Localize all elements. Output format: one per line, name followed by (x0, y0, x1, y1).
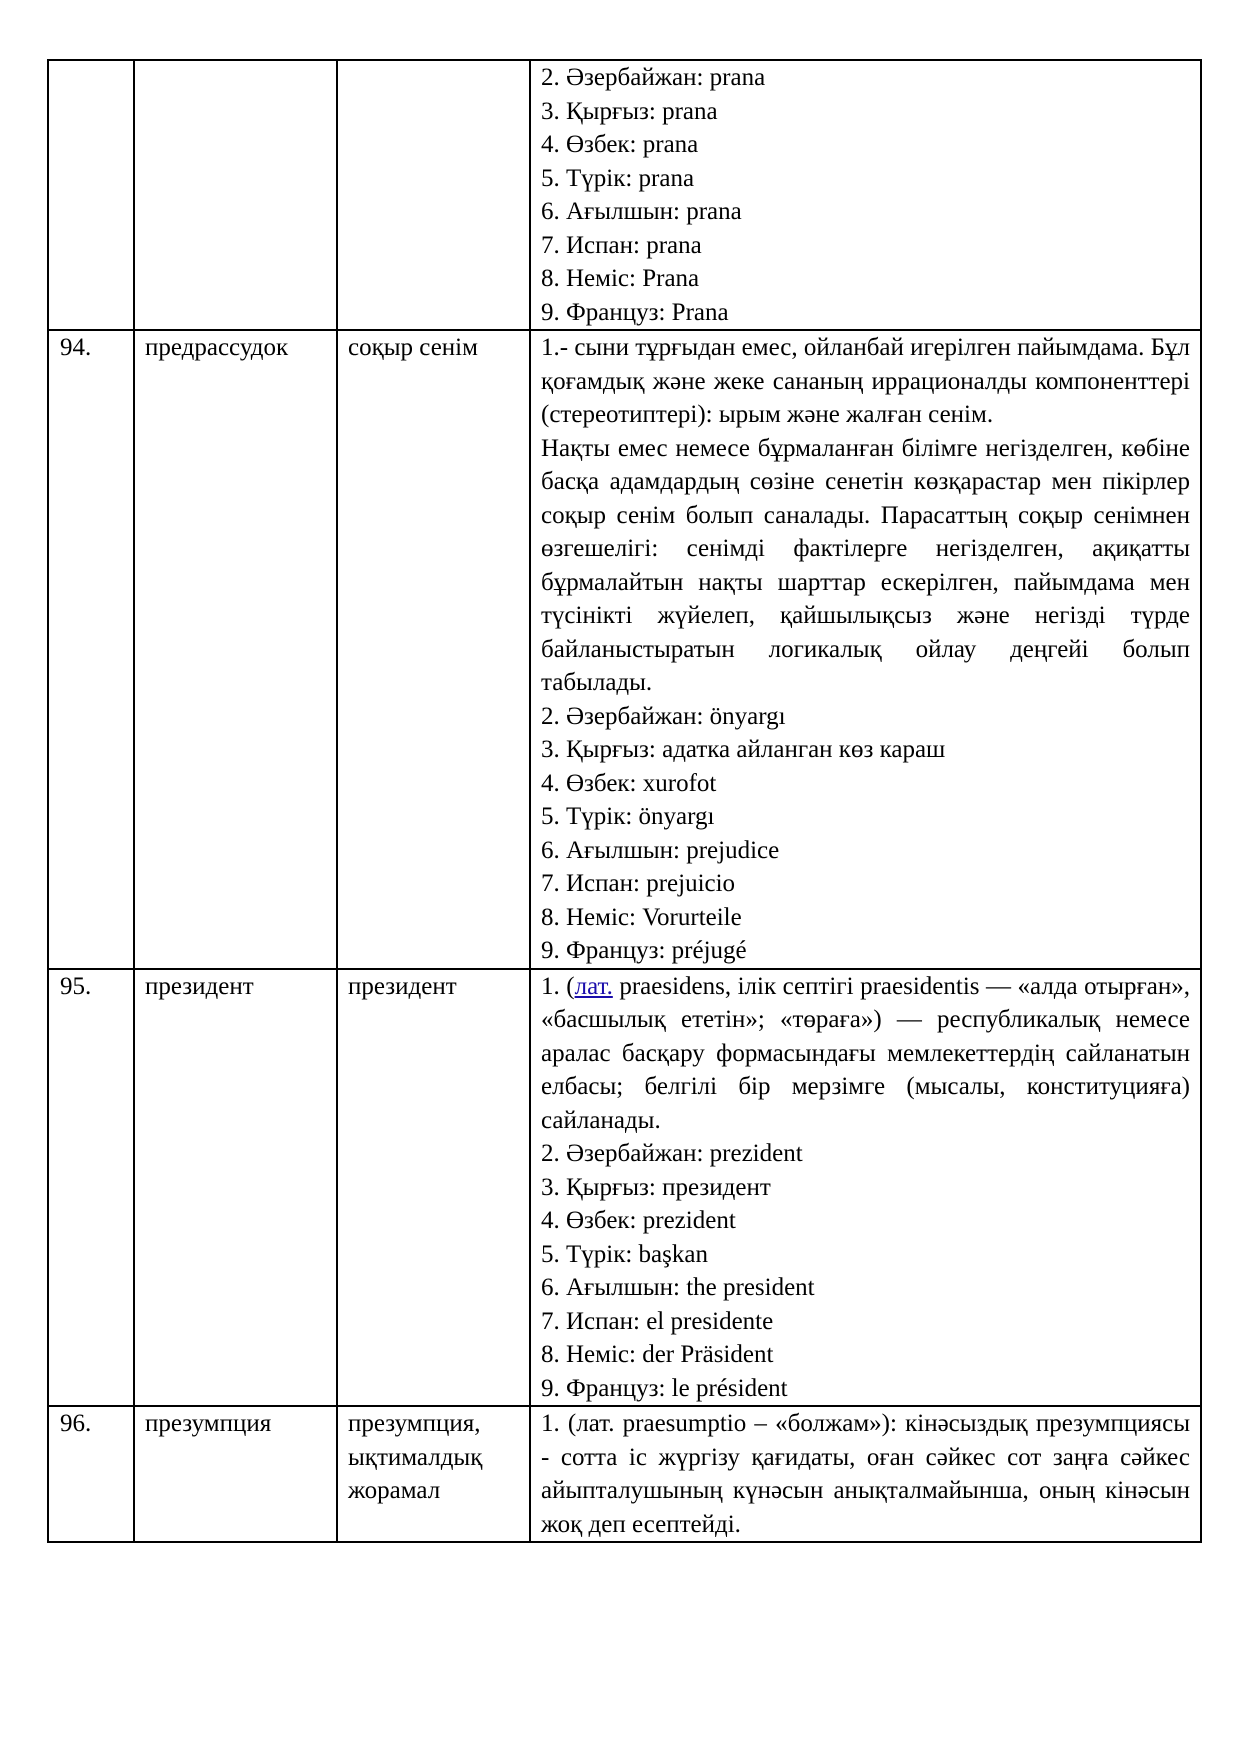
term-russian (134, 60, 337, 330)
translation-line: 4. Өзбек: prezident (541, 1207, 736, 1234)
translation-line: 5. Түрік: başkan (541, 1240, 708, 1268)
translation-line: 7. Испан: el presidente (541, 1307, 774, 1335)
translation-line: 2. Әзербайжан: prana (541, 64, 766, 91)
translation-line: 3. Қырғыз: адатка айланган көз караш (541, 736, 946, 763)
translation-line: 7. Испан: prana (541, 231, 702, 259)
translation-line: 8. Неміс: Prana (541, 265, 700, 292)
translation-line: 6. Ағылшын: prejudice (541, 836, 780, 864)
definition-prefix: 1. ( (541, 972, 575, 1000)
term-kazakh: президент (337, 969, 530, 1407)
table-row (48, 330, 1201, 969)
definition-cell (530, 969, 1201, 1407)
translation-line: 5. Түрік: önyargı (541, 803, 715, 830)
definition-cell (530, 1406, 1201, 1542)
row-number: 94. (48, 330, 134, 969)
translation-line: 3. Қырғыз: президент (541, 1173, 771, 1201)
definition-text (541, 970, 1190, 1138)
translation-line: 6. Ағылшын: the president (541, 1274, 815, 1301)
translation-line: 5. Түрік: prana (541, 164, 695, 192)
translation-line: 4. Өзбек: prana (541, 131, 699, 158)
definition-extra-text: Нақты емес немесе бұрмаланған білімге негізделген, көбіне басқа адамдардың сөзіне сенетін көзқарастар мен пікірлер соқыр сенім болып саналады. Парасаттың соқыр сенімнен өзгешелігі: сенімді фактілерге негізделген, ақиқатты бұрмалайтын нақты шарттар ескерілген, пайымдама мен түсінікті жүйелеп, қайшылықсыз және негізді түрде байланыстыратын логикалық ойлау деңгейі болып табылады. (541, 434, 1190, 696)
glossary-table (47, 59, 1202, 1543)
definition-body: praesidens, ілік септігі praesidentis — «алда отырған», «басшылық ететін»; «төраға») — республикалық немесе аралас басқару формасындағы мемлекеттердің сайланатын елбасы; белгілі бір мерзімге (мысалы, конституцияға) сайланады. (541, 972, 1190, 1134)
translation-line: 9. Француз: le président (541, 1374, 788, 1402)
definition-text: 1.- сыни тұрғыдан емес, ойланбай игерілген пайымдама. Бұл қоғамдық және жеке сананың иррационалды компоненттері (стереотиптері): ырым және жалған сенім. (541, 334, 1190, 428)
translation-line: 6. Ағылшын: prana (541, 198, 742, 225)
definition-cell (530, 330, 1201, 969)
term-kazakh (337, 60, 530, 330)
table-row (48, 60, 1201, 330)
translation-line: 8. Неміс: Vorurteile (541, 903, 742, 931)
translation-line: 2. Әзербайжан: prezident (541, 1140, 803, 1167)
translation-line: 3. Қырғыз: prana (541, 97, 718, 125)
term-russian: презумпция (134, 1406, 337, 1542)
table-row (48, 969, 1201, 1407)
term-russian: предрассудок (134, 330, 337, 969)
table-row (48, 1406, 1201, 1542)
translation-line: 9. Француз: Prana (541, 298, 729, 326)
row-number: 96. (48, 1406, 134, 1542)
translation-line: 4. Өзбек: xurofot (541, 769, 717, 797)
definition-text: 1. (лат. praesumptio – «болжам»): кінәсыздық презумпциясы - сотта іс жүргізу қағидаты, оған сәйкес сот заңға сәйкес айыпталушының күнәсын анықталмайынша, оның кінәсын жоқ деп есептейді. (541, 1410, 1190, 1538)
translation-line: 7. Испан: prejuicio (541, 870, 736, 897)
term-kazakh: презумпция, ықтималдық жорамал (337, 1406, 530, 1542)
translation-line: 9. Француз: préjugé (541, 937, 747, 964)
translation-line: 2. Әзербайжан: önyargı (541, 702, 786, 730)
row-number: 95. (48, 969, 134, 1407)
latin-link[interactable]: лат. (574, 972, 613, 1000)
row-number (48, 60, 134, 330)
term-russian: президент (134, 969, 337, 1407)
term-kazakh: соқыр сенім (337, 330, 530, 969)
translation-line: 8. Неміс: der Präsident (541, 1341, 774, 1368)
definition-cell (530, 60, 1201, 330)
